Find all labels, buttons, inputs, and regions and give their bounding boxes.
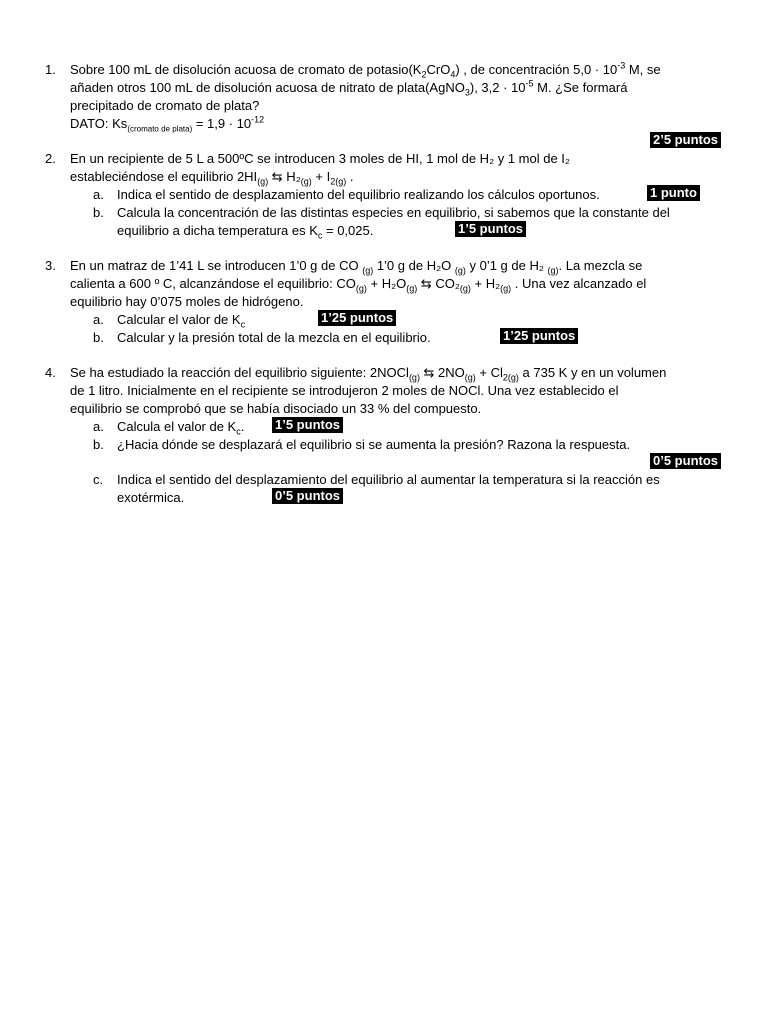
subquestion-text: exotérmica. <box>117 490 185 505</box>
subquestion-text: Calcula la concentración de las distintas especies en equilibrio, si sabemos que la constante del <box>117 205 670 220</box>
subquestion-text: Calcular el valor de $K_c$ <box>117 312 246 330</box>
question-text-line: añaden otros 100 mL de disolución acuosa de nitrato de plata(AgNO$_3$), $3,2 \cdot 10^{-5}$ M. ¿Se formará <box>70 78 628 98</box>
points-badge: 1’5 puntos <box>455 221 526 237</box>
subquestion-letter: a. <box>93 312 104 327</box>
subquestion-letter: a. <box>93 419 104 434</box>
subquestion-text: ¿Hacia dónde se desplazará el equilibrio si se aumenta la presión? Razona la respuesta. <box>117 437 631 452</box>
question-number: 2. <box>45 151 56 166</box>
points-badge: 2’5 puntos <box>650 132 721 148</box>
subquestion-text: equilibrio a dicha temperatura es $K_c = 0,025$. <box>117 223 374 241</box>
question-text-line: equilibrio hay 0’075 moles de hidrógeno. <box>70 294 304 309</box>
points-badge: 1’25 puntos <box>500 328 578 344</box>
points-badge: 1’25 puntos <box>318 310 396 326</box>
subquestion-text: Indica el sentido de desplazamiento del equilibrio realizando los cálculos oportunos. <box>117 187 600 202</box>
question-text-line: de 1 litro. Inicialmente en el recipiente se introdujeron 2 moles de NOCl. Una vez establecido el <box>70 383 619 398</box>
question-text-line: equilibrio se comprobó que se había disociado un 33 % del compuesto. <box>70 401 482 416</box>
subquestion-text: Calcular y la presión total de la mezcla en el equilibrio. <box>117 330 431 345</box>
question-text-line: Se ha estudiado la reacción del equilibrio siguiente: 2NOCl$_{(g)}$ ⇆ $2NO_{(g)} + Cl_{2(g)}$ a 735 K y en un volumen <box>70 365 667 383</box>
question-number: 4. <box>45 365 56 380</box>
subquestion-letter: a. <box>93 187 104 202</box>
subquestion-letter: b. <box>93 437 104 452</box>
question-number: 1. <box>45 62 56 77</box>
data-line: DATO: $Ks_{(cromato de plata)} = 1,9 \cdot 10^{-12}$ <box>70 114 265 134</box>
question-text-line: precipitado de cromato de plata? <box>70 98 260 113</box>
subquestion-letter: b. <box>93 205 104 220</box>
points-badge: 1 punto <box>647 185 700 201</box>
question-text-line: estableciéndose el equilibrio $2HI_{(g)}$ ⇆ $H_2_{(g)} + I_{2(g)}$ . <box>70 169 354 187</box>
question-text-line: En un matraz de 1’41 L se introducen 1’0 g de CO $_{(g)}$ 1’0 g de H₂O $_{(g)}$ y 0’1 g de H₂ $_{(g)}$. La mezcla se <box>70 258 643 276</box>
subquestion-letter: b. <box>93 330 104 345</box>
question-text-line: calienta a 600 º C, alcanzándose el equilibrio: $CO_{(g)} + H_2O_{(g)}$ ⇆ $CO_2_{(g)} + H_2_{(g)}$ . Una vez alcanzado el <box>70 276 647 294</box>
question-number: 3. <box>45 258 56 273</box>
question-text-line: Sobre 100 mL de disolución acuosa de cromato de $potasio(K_2CrO_4)$ , de concentración $5,0 \cdot 10^{-3}$ M, se <box>70 60 661 80</box>
points-badge: 0’5 puntos <box>272 488 343 504</box>
subquestion-text: Indica el sentido del desplazamiento del equilibrio al aumentar la temperatura si la reacción es <box>117 472 660 487</box>
question-text-line: En un recipiente de 5 L a 500ºC se introducen 3 moles de HI, 1 mol de H₂ y 1 mol de I₂ <box>70 151 570 166</box>
points-badge: 0’5 puntos <box>650 453 721 469</box>
points-badge: 1’5 puntos <box>272 417 343 433</box>
subquestion-text: Calcula el valor de $K_c$. <box>117 419 245 437</box>
subquestion-letter: c. <box>93 472 104 487</box>
